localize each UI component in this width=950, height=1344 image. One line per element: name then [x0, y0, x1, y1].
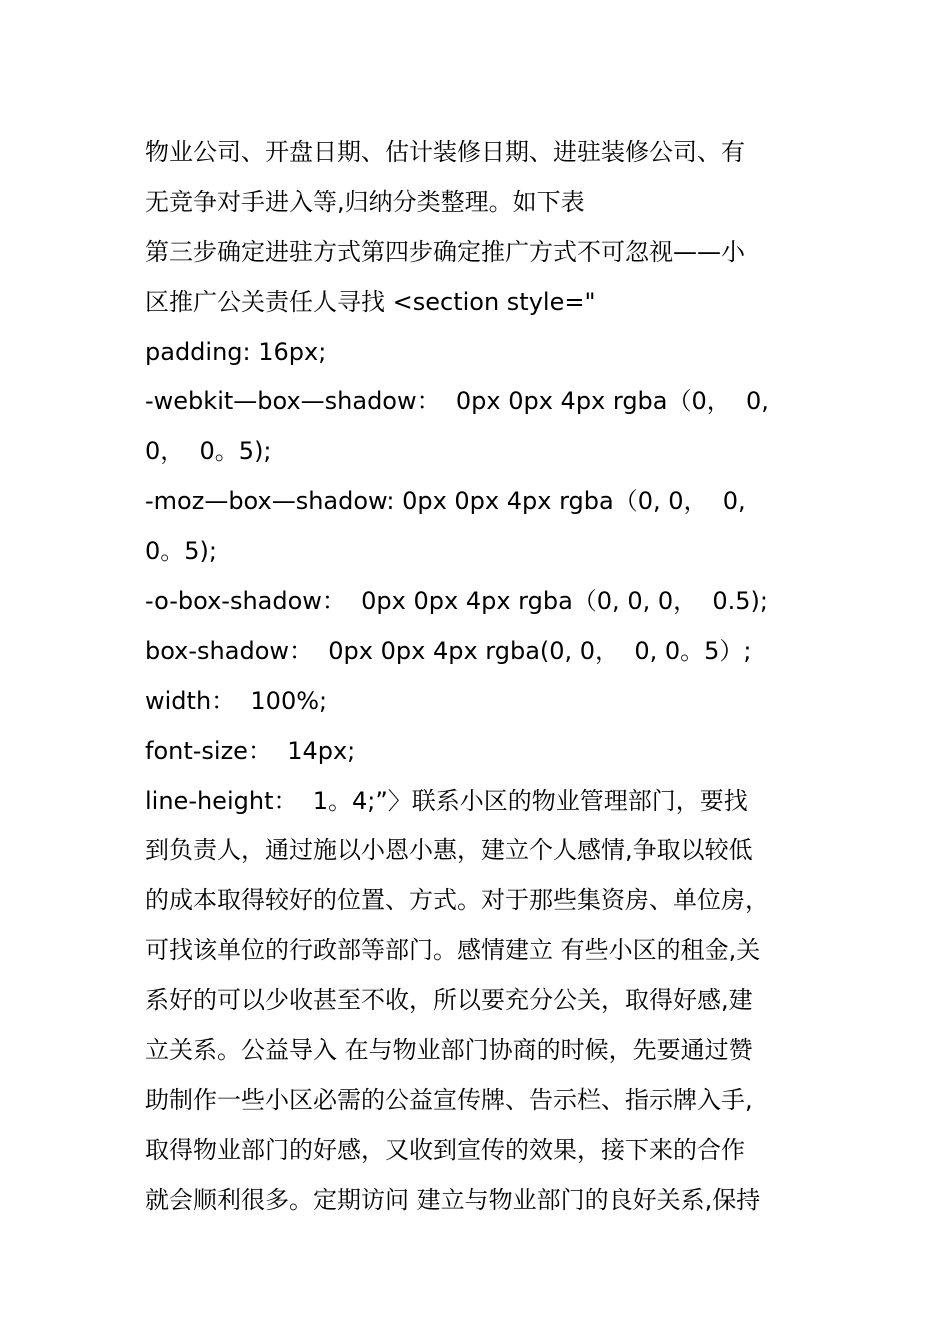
text-line: 0。5); — [145, 537, 217, 566]
text-line: 立关系。公益导入 在与物业部门协商的时候，先要通过赞 — [145, 1036, 753, 1065]
text-line: font-size： 14px; — [145, 736, 356, 765]
text-line: 系好的可以少收甚至不收，所以要充分公关，取得好感,建 — [145, 986, 753, 1015]
text-line: 的成本取得较好的位置、方式。对于那些集资房、单位房， — [145, 886, 769, 915]
text-line: 0， 0。5); — [145, 437, 272, 466]
text-line: 助制作一些小区必需的公益宣传牌、告示栏、指示牌入手, — [145, 1085, 753, 1114]
document-body — [145, 128, 815, 1226]
text-line: 物业公司、开盘日期、估计装修日期、进驻装修公司、有 — [145, 138, 745, 166]
text-line: 无竞争对手进入等,归纳分类整理。如下表 — [145, 187, 585, 216]
text-line: 第三步确定进驻方式第四步确定推广方式不可忽视——小 — [145, 237, 745, 266]
text-line: 到负责人，通过施以小恩小惠，建立个人感情,争取以较低 — [145, 836, 753, 865]
text-line: 区推广公关责任人寻找 <section style=" — [145, 287, 596, 316]
text-line: 就会顺利很多。定期访问 建立与物业部门的良好关系,保持 — [145, 1185, 761, 1214]
text-line: 可找该单位的行政部等部门。感情建立 有些小区的租金,关 — [145, 936, 761, 965]
text-line: -moz—box—shadow: 0px 0px 4px rgba（0, 0， 0, — [145, 487, 746, 516]
text-line: -o-box-shadow： 0px 0px 4px rgba（0, 0, 0， 0.5); — [145, 587, 768, 616]
text-line: 取得物业部门的好感，又收到宣传的效果，接下来的合作 — [145, 1135, 745, 1164]
text-line: padding: 16px; — [145, 337, 327, 366]
text-line: -webkit—box—shadow： 0px 0px 4px rgba（0， 0, — [145, 387, 769, 416]
text-line: width： 100%; — [145, 686, 328, 715]
text-line: line-height： 1。4;”〉联系小区的物业管理部门，要找 — [145, 786, 748, 815]
text-line: box-shadow： 0px 0px 4px rgba(0, 0， 0, 0。5）; — [145, 636, 752, 665]
